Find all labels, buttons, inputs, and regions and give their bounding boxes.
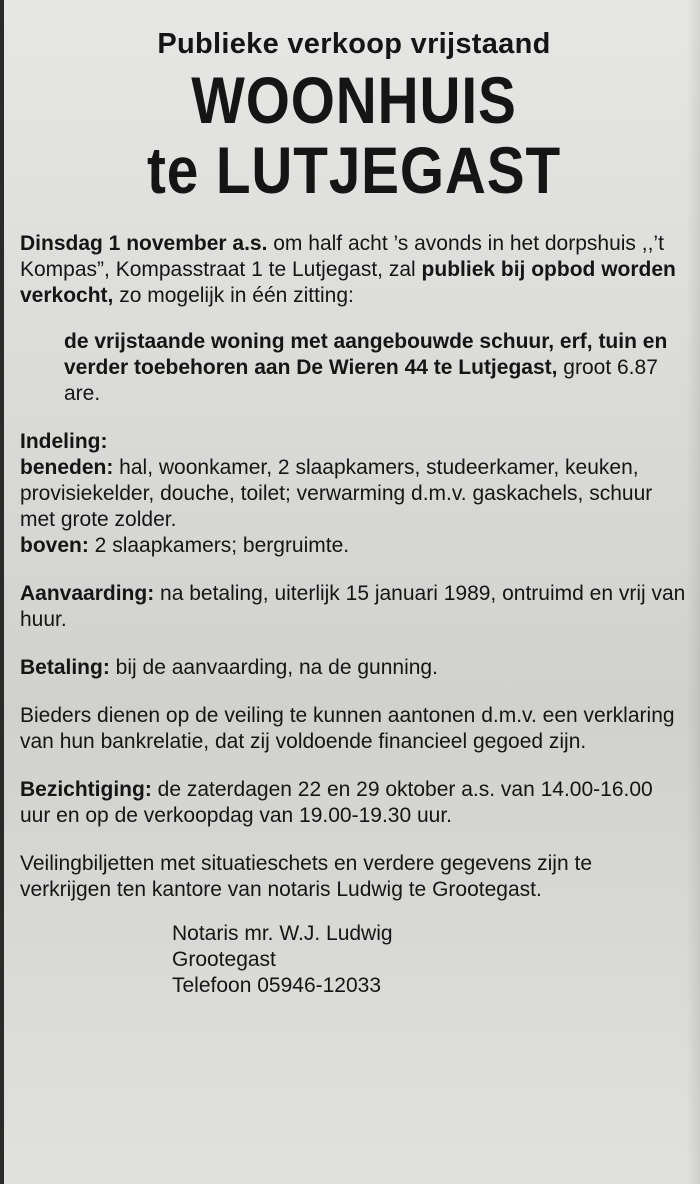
sale-method: publiek bij opbod worden verkocht, [20, 258, 676, 307]
indeling-label: Indeling: [20, 430, 108, 453]
aanvaarding-text: na betaling, uiterlijk 15 januari 1989, ontruimd en vrij van huur. [20, 582, 686, 631]
advertisement [20, 24, 688, 999]
notary-city: Grootegast [172, 948, 276, 971]
notary-phone: Telefoon 05946-12033 [172, 974, 382, 997]
betaling-label: Betaling: [20, 656, 110, 679]
beneden-text: hal, woonkamer, 2 slaapkamers, studeerkamer, keuken, provisiekelder, douche, toilet; verwarming d.m.v. gaskachels, schuur met grote zolder. [20, 456, 653, 531]
notary-name: Notaris mr. W.J. Ludwig [172, 922, 393, 945]
indeling-section [20, 429, 688, 559]
ad-title-line-2: te LUTJEGAST [146, 133, 561, 207]
beneden-label: beneden: [20, 456, 114, 479]
boven-text: 2 slaapkamers; bergruimte. [88, 534, 350, 557]
bezichtiging-label: Bezichtiging: [20, 778, 152, 801]
intro-text-a: om half acht ’s avonds in het dorpshuis ,,’t Kompas”, Kompasstraat 1 te Lutjegast, zal [20, 232, 664, 281]
ad-title-line-1: WOONHUIS [191, 63, 517, 137]
notary-signature [172, 921, 688, 999]
auction-date: Dinsdag 1 november a.s. [20, 232, 268, 255]
betaling-text: bij de aanvaarding, na de gunning. [109, 656, 438, 679]
aanvaarding-label: Aanvaarding: [20, 582, 155, 605]
boven-label: boven: [20, 534, 89, 557]
property-description [64, 329, 688, 407]
bezichtiging-section [20, 777, 688, 829]
property-bold: de vrijstaande woning met aangebouwde schuur, erf, tuin en verder toebehoren aan De Wieren 44 te Lutjegast, [64, 330, 668, 379]
property-size: groot 6.87 are. [64, 356, 658, 405]
betaling-section [20, 655, 688, 681]
intro-paragraph [20, 231, 688, 309]
veilingbiljetten-paragraph: Veilingbiljetten met situatieschets en verdere gegevens zijn te verkrijgen ten kantore van notaris Ludwig te Grootegast. [20, 852, 593, 901]
left-border-rule [0, 0, 4, 1184]
ad-subtitle: Publieke verkoop vrijstaand [157, 28, 551, 60]
bezichtiging-text: de zaterdagen 22 en 29 oktober a.s. van 14.00-16.00 uur en op de verkoopdag van 19.00-19.30 uur. [20, 778, 653, 827]
bieders-paragraph: Bieders dienen op de veiling te kunnen aantonen d.m.v. een verklaring van hun bankrelatie, dat zij voldoende financieel gegoed zijn. [20, 704, 675, 753]
aanvaarding-section [20, 581, 688, 633]
torn-right-edge [686, 0, 700, 1184]
intro-text-b: zo mogelijk in één zitting: [113, 284, 354, 307]
